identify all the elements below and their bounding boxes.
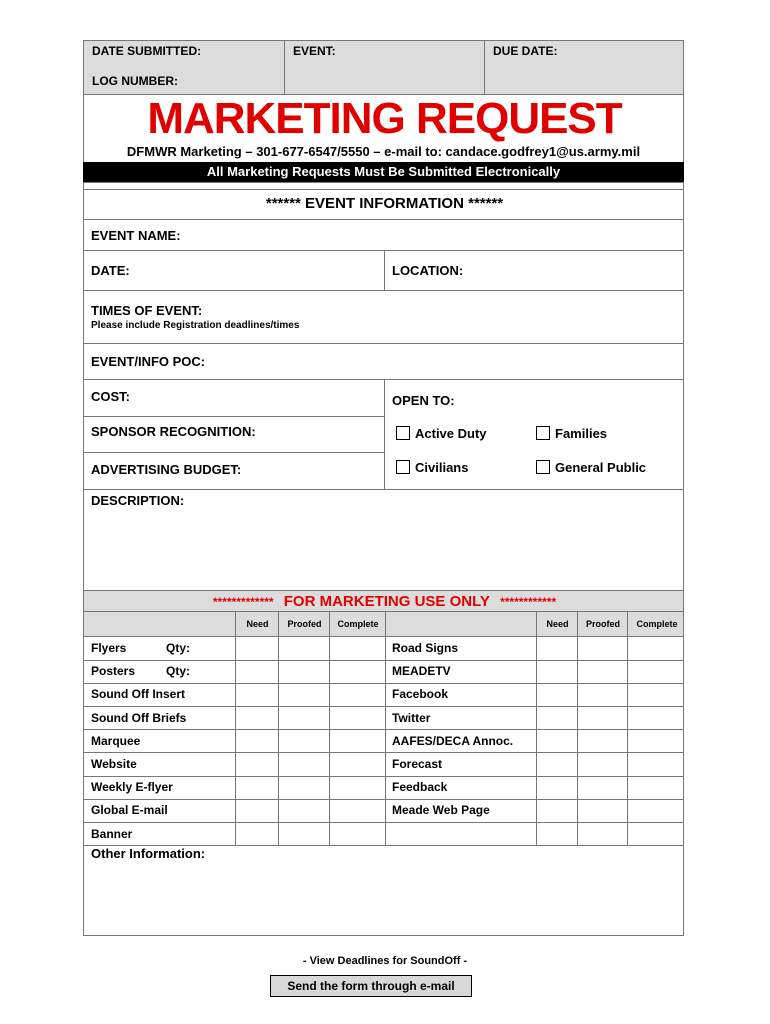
marketing-item-left: Website <box>91 757 137 771</box>
status-cell[interactable] <box>235 637 278 660</box>
sponsor-cell[interactable] <box>84 416 384 453</box>
status-cell[interactable] <box>536 776 577 799</box>
col-spacer-right <box>385 612 536 636</box>
marketing-item-right: Feedback <box>392 780 448 795</box>
marketing-item-left: Global E-mail <box>91 803 168 818</box>
status-cell[interactable] <box>329 637 385 660</box>
marketing-item-left: Banner <box>91 826 133 841</box>
marketing-item-right-cell <box>385 823 536 846</box>
families-checkbox[interactable] <box>536 426 550 440</box>
status-cell[interactable] <box>577 776 627 799</box>
other-info-row[interactable] <box>83 844 684 936</box>
date-location-row <box>83 251 684 291</box>
status-cell[interactable] <box>536 707 577 730</box>
status-cell[interactable] <box>329 753 385 776</box>
event-name-label: EVENT NAME: <box>91 228 181 243</box>
status-cell[interactable] <box>536 683 577 706</box>
deadlines-link[interactable]: - View Deadlines for SoundOff - <box>302 955 468 967</box>
contact-line: DFMWR Marketing – 301-677-6547/5550 – e-mail to: candace.godfrey1@us.army.mil <box>126 144 641 159</box>
status-cell[interactable] <box>627 753 685 776</box>
general-public-checkbox[interactable] <box>536 460 550 474</box>
status-cell[interactable] <box>577 823 627 846</box>
status-cell[interactable] <box>278 823 329 846</box>
event-cell[interactable] <box>284 41 484 94</box>
marketing-item-left: Sound Off Briefs <box>91 710 187 725</box>
marketing-item-right: Facebook <box>392 687 449 702</box>
status-cell[interactable] <box>577 637 627 660</box>
marketing-item-right: Forecast <box>392 757 443 771</box>
status-cell[interactable] <box>278 707 329 730</box>
table-row <box>83 660 684 684</box>
table-row <box>83 823 684 847</box>
marketing-item-left: Weekly E-flyer <box>91 780 173 795</box>
status-cell[interactable] <box>577 730 627 753</box>
qty-label: Qty: <box>166 641 190 655</box>
description-label: DESCRIPTION: <box>91 493 185 508</box>
other-info-label: Other Information: <box>91 846 206 861</box>
marketing-item-right: Twitter <box>392 710 431 725</box>
status-cell[interactable] <box>329 730 385 753</box>
status-cell[interactable] <box>278 637 329 660</box>
cost-open-block <box>83 380 684 490</box>
table-row <box>83 730 684 754</box>
log-number-label: LOG NUMBER: <box>92 74 178 88</box>
qty-label: Qty: <box>166 664 190 679</box>
civilians-checkbox[interactable] <box>396 460 410 474</box>
families-label: Families <box>555 426 608 441</box>
status-cell[interactable] <box>627 823 685 846</box>
cost-cell[interactable] <box>84 380 384 417</box>
notice-bar: All Marketing Requests Must Be Submitted Electronically <box>83 162 684 182</box>
sponsor-label: SPONSOR RECOGNITION: <box>91 424 256 439</box>
status-cell[interactable] <box>627 683 685 706</box>
status-cell[interactable] <box>235 730 278 753</box>
event-label: EVENT: <box>293 44 336 58</box>
marketing-stars-left: ************* <box>212 595 274 609</box>
marketing-heading <box>84 593 685 610</box>
marketing-item-left: Sound Off Insert <box>91 687 185 702</box>
status-cell[interactable] <box>536 637 577 660</box>
date-cell[interactable] <box>84 251 384 290</box>
times-label: TIMES OF EVENT: <box>91 303 203 318</box>
status-cell[interactable] <box>627 776 685 799</box>
status-cell[interactable] <box>329 660 385 683</box>
table-row <box>83 799 684 823</box>
table-row <box>83 776 684 800</box>
status-cell[interactable] <box>235 753 278 776</box>
open-to-cell <box>384 380 685 489</box>
marketing-item-left: Posters <box>91 664 136 679</box>
location-label: LOCATION: <box>392 263 464 278</box>
marketing-item-right: AAFES/DECA Annoc. <box>392 733 514 748</box>
table-row <box>83 637 684 661</box>
col-need-left: Need <box>235 612 278 636</box>
marketing-heading-text: FOR MARKETING USE ONLY <box>283 593 490 610</box>
status-cell[interactable] <box>235 799 278 822</box>
col-proofed-right: Proofed <box>577 612 627 636</box>
location-cell[interactable] <box>384 251 685 290</box>
times-note: Please include Registration deadlines/times <box>91 320 300 331</box>
due-date-label: DUE DATE: <box>493 44 558 58</box>
status-cell[interactable] <box>577 707 627 730</box>
status-cell[interactable] <box>235 776 278 799</box>
marketing-item-left: Flyers <box>91 641 127 655</box>
cost-label: COST: <box>91 389 130 404</box>
header-fields <box>83 40 684 95</box>
status-cell[interactable] <box>278 730 329 753</box>
marketing-column-headers <box>83 612 684 637</box>
table-row <box>83 753 684 777</box>
status-cell[interactable] <box>329 707 385 730</box>
status-cell[interactable] <box>278 799 329 822</box>
status-cell[interactable] <box>577 683 627 706</box>
status-cell[interactable] <box>235 707 278 730</box>
status-cell[interactable] <box>329 776 385 799</box>
status-cell[interactable] <box>278 660 329 683</box>
marketing-item-right: Meade Web Page <box>392 803 490 818</box>
status-cell[interactable] <box>577 799 627 822</box>
poc-row[interactable] <box>83 344 684 380</box>
status-cell[interactable] <box>577 660 627 683</box>
send-email-button[interactable]: Send the form through e-mail <box>270 975 472 997</box>
poc-label: EVENT/INFO POC: <box>91 354 206 369</box>
status-cell[interactable] <box>235 660 278 683</box>
status-cell[interactable] <box>536 799 577 822</box>
status-cell[interactable] <box>235 823 278 846</box>
status-cell[interactable] <box>627 660 685 683</box>
advertising-label: ADVERTISING BUDGET: <box>91 462 242 477</box>
event-name-row[interactable] <box>83 220 684 251</box>
status-cell[interactable] <box>536 753 577 776</box>
status-cell[interactable] <box>329 823 385 846</box>
date-submitted-label: DATE SUBMITTED: <box>92 44 202 58</box>
description-row[interactable] <box>83 490 684 593</box>
times-row[interactable] <box>83 291 684 344</box>
status-cell[interactable] <box>278 753 329 776</box>
open-to-label: OPEN TO: <box>392 393 455 408</box>
active-duty-checkbox[interactable] <box>396 426 410 440</box>
event-info-heading: ****** EVENT INFORMATION ****** <box>265 195 504 212</box>
col-complete-right: Complete <box>627 612 685 636</box>
active-duty-label: Active Duty <box>415 426 487 441</box>
marketing-item-left: Marquee <box>91 733 141 748</box>
status-cell[interactable] <box>627 707 685 730</box>
status-cell[interactable] <box>627 730 685 753</box>
form-title: MARKETING REQUEST <box>147 94 622 143</box>
marketing-heading-row <box>83 590 684 612</box>
col-complete-left: Complete <box>329 612 385 636</box>
col-proofed-left: Proofed <box>278 612 329 636</box>
status-cell[interactable] <box>536 730 577 753</box>
table-row <box>83 707 684 731</box>
status-cell[interactable] <box>278 776 329 799</box>
left-fields <box>84 380 384 489</box>
due-date-cell[interactable] <box>484 41 685 94</box>
status-cell[interactable] <box>235 683 278 706</box>
date-submitted-cell[interactable] <box>84 41 284 94</box>
event-info-heading-row <box>83 182 684 220</box>
col-need-right: Need <box>536 612 577 636</box>
date-label: DATE: <box>91 263 130 278</box>
status-cell[interactable] <box>278 683 329 706</box>
table-row <box>83 683 684 707</box>
status-cell[interactable] <box>329 683 385 706</box>
status-cell[interactable] <box>627 637 685 660</box>
general-public-label: General Public <box>555 460 647 475</box>
marketing-item-right: MEADETV <box>392 664 451 679</box>
status-cell[interactable] <box>536 660 577 683</box>
status-cell[interactable] <box>627 799 685 822</box>
status-cell[interactable] <box>536 823 577 846</box>
status-cell[interactable] <box>577 753 627 776</box>
advertising-cell[interactable] <box>84 452 384 489</box>
marketing-item-right: Road Signs <box>392 641 459 655</box>
marketing-stars-right: ************ <box>500 595 557 609</box>
status-cell[interactable] <box>329 799 385 822</box>
civilians-label: Civilians <box>415 460 469 475</box>
